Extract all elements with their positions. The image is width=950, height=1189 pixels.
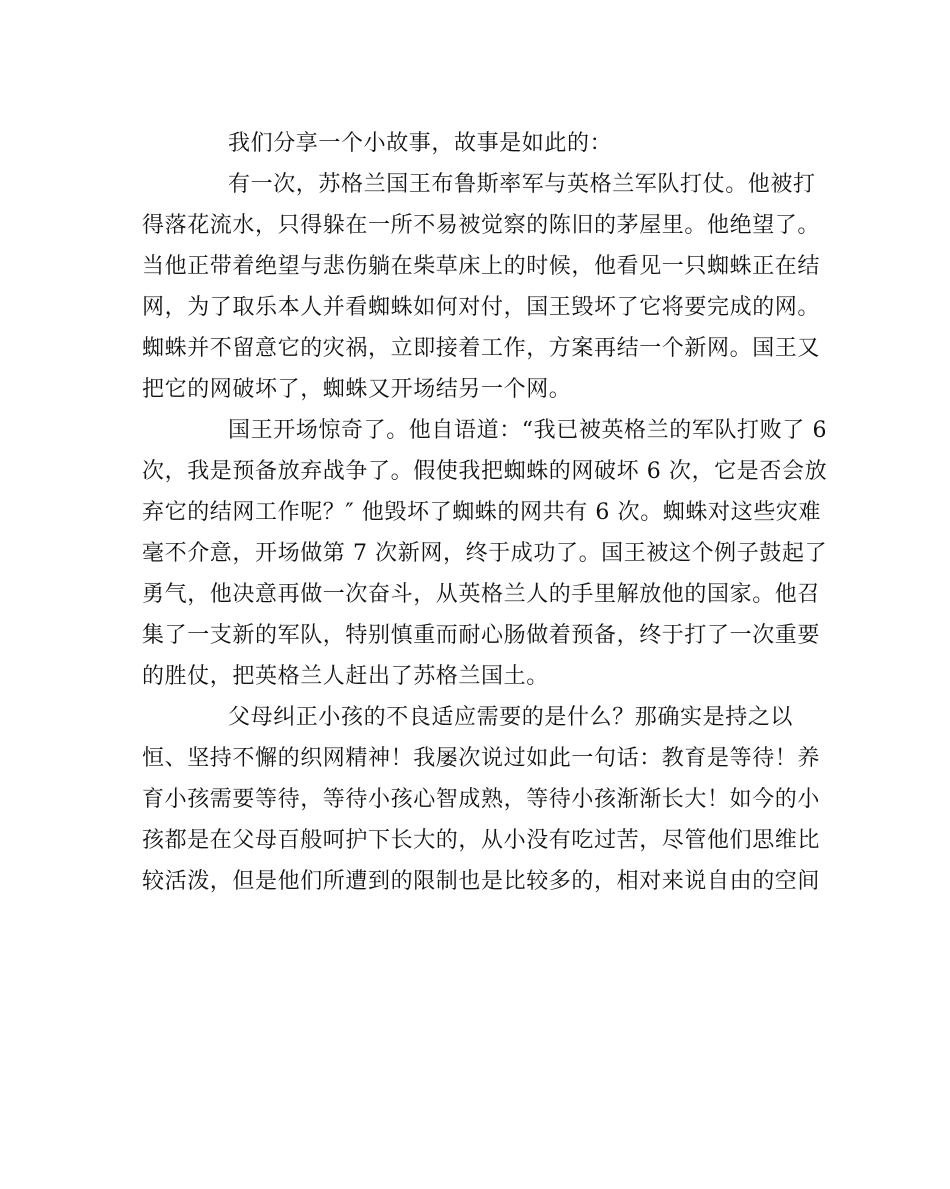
paragraph-4-line-5: 较活泼，但是他们所遭到的限制也是比较多的，相对来说自由的空间 [142, 869, 821, 894]
paragraph-2-line-4: 网，为了取乐本人并看蜘蛛如何对付，国王毁坏了它将要完成的网。 [142, 295, 821, 320]
paragraph-3-line-1: 国王开场惊奇了。他自语道：“我已被英格兰的军队打败了 6 [228, 418, 828, 443]
paragraph-3-line-4: 毫不介意，开场做第 7 次新网，终于成功了。国王被这个例子鼓起了 [142, 541, 828, 566]
paragraph-3-line-6: 集了一支新的军队，特别慎重而耐心肠做着预备，终于打了一次重要 [142, 623, 821, 648]
paragraph-2-line-6: 把它的网破坏了，蜘蛛又开场结另一个网。 [142, 377, 572, 402]
paragraph-3-line-5: 勇气，他决意再做一次奋斗，从英格兰人的手里解放他的国家。他召 [142, 582, 821, 607]
paragraph-1-line-1: 我们分享一个小故事，故事是如此的： [228, 131, 613, 156]
paragraph-3-line-2: 次，我是预备放弃战争了。假使我把蜘蛛的网破坏 6 次，它是否会放 [142, 459, 828, 484]
paragraph-2-line-2: 得落花流水，只得躲在一所不易被觉察的陈旧的茅屋里。他绝望了。 [142, 213, 821, 238]
paragraph-2-line-1: 有一次，苏格兰国王布鲁斯率军与英格兰军队打仗。他被打 [228, 172, 816, 197]
paragraph-4-line-3: 育小孩需要等待，等待小孩心智成熟，等待小孩渐渐长大！如今的小 [142, 787, 821, 812]
paragraph-4-line-2: 恒、坚持不懈的织网精神！我屡次说过如此一句话：教育是等待！养 [142, 746, 821, 771]
paragraph-4-line-1: 父母纠正小孩的不良适应需要的是什么？那确实是持之以 [228, 705, 794, 730]
paragraph-3-line-3: 弃它的结网工作呢？″ 他毁坏了蜘蛛的网共有 6 次。蜘蛛对这些灾难 [142, 500, 821, 525]
paragraph-4-line-4: 孩都是在父母百般呵护下长大的，从小没有吃过苦，尽管他们思维比 [142, 828, 821, 853]
paragraph-2-line-5: 蜘蛛并不留意它的灾祸，立即接着工作，方案再结一个新网。国王又 [142, 336, 821, 361]
paragraph-3-line-7: 的胜仗，把英格兰人赶出了苏格兰国土。 [142, 664, 549, 689]
paragraph-2-line-3: 当他正带着绝望与悲伤躺在柴草床上的时候，他看见一只蜘蛛正在结 [142, 254, 821, 279]
